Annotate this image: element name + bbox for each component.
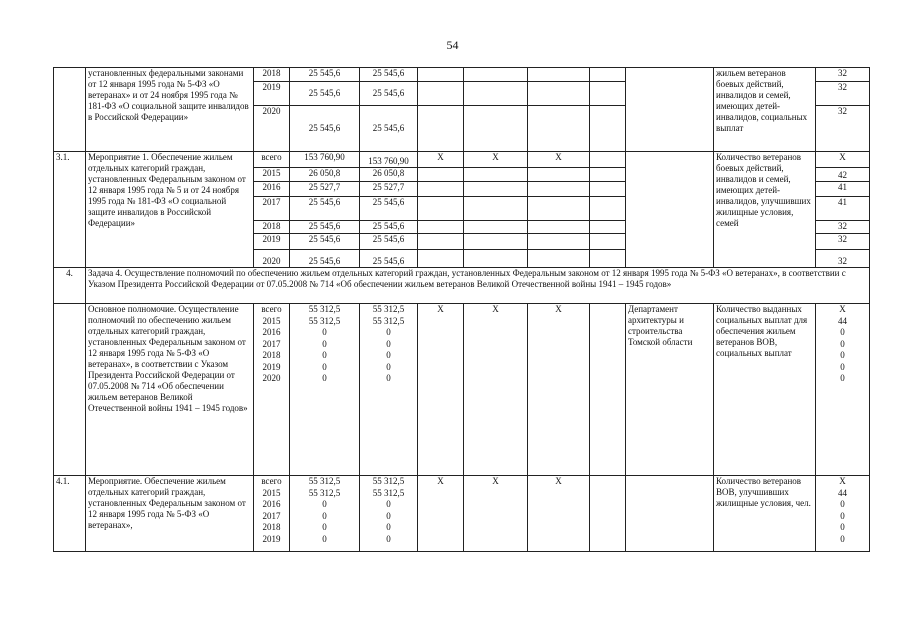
indicator-value: 32 — [816, 234, 870, 250]
total-cell: 25 545,6 — [290, 250, 360, 268]
x-mark: X — [418, 304, 464, 476]
indicator-value: 41 — [816, 182, 870, 197]
total-cell: 25 545,6 — [290, 197, 360, 221]
row-number: 4.1. — [54, 476, 86, 552]
federal-list: 55 312,5 55 312,5 0 0 0 0 — [360, 476, 418, 552]
federal-cell: 25 545,6 — [360, 82, 418, 106]
year-cell: 2018 — [254, 68, 290, 82]
indicator-value: 32 — [816, 221, 870, 234]
year-list: всего 2015 2016 2017 2018 2019 — [254, 476, 290, 552]
year-cell: 2015 — [254, 168, 290, 182]
indicator-value: 42 — [816, 168, 870, 182]
measure-name: Мероприятие 1. Обеспечение жильем отдельных категорий граждан, установленных Федеральным законом от 12 января 1995 года № 5 и от 24 ноября 1995 года № 181-ФЗ «О социальной защите инвалидов в Российской Федерации» — [86, 152, 254, 268]
responsible-cell — [626, 152, 714, 268]
federal-cell: 26 050,8 — [360, 168, 418, 182]
page-number: 54 — [446, 38, 459, 52]
table-row — [54, 68, 870, 82]
total-cell: 25 527,7 — [290, 182, 360, 197]
indicator-list: X 44 0 0 0 0 0 — [816, 304, 870, 476]
indicator-name: Количество ветеранов ВОВ, улучшивших жилищные условия, чел. — [714, 476, 816, 552]
task-title: Задача 4. Осуществление полномочий по обеспечению жильем отдельных категорий граждан, установленных Федеральным законом от 12 января 1995 года № 5-ФЗ «О ветеранах», в соответствии с Указом Президента Российской Федерации от 07.05.2008 № 714 «Об обеспечении жильем ветеранов Великой Отечественной войны 1941 – 1945 годов» — [86, 268, 870, 304]
federal-cell: 25 545,6 — [360, 221, 418, 234]
program-table — [53, 67, 870, 552]
year-cell: 2016 — [254, 182, 290, 197]
federal-cell: 25 545,6 — [360, 234, 418, 250]
indicator-value: 41 — [816, 197, 870, 221]
total-cell: 25 545,6 — [290, 106, 360, 152]
responsible-cell — [626, 476, 714, 552]
year-cell: 2018 — [254, 221, 290, 234]
indicator-name: жильем ветеранов боевых действий, инвалидов и семей, имеющих детей-инвалидов, социальных выплат — [714, 68, 816, 152]
total-cell: 26 050,8 — [290, 168, 360, 182]
total-cell: 25 545,6 — [290, 82, 360, 106]
indicator-value: X — [816, 152, 870, 168]
indicator-value: 32 — [816, 250, 870, 268]
federal-list: 55 312,5 55 312,5 0 0 0 0 0 — [360, 304, 418, 476]
measure-name: Основное полномочие. Осуществление полномочий по обеспечению жильем отдельных категорий граждан, установленных Федеральным законом от 12 января 1995 года № 5-ФЗ «О ветеранах», в соответствии с Указом Президента Российской Федерации от 07.05.2008 № 714 «Об обеспечении жильем ветеранов Великой Отечественной войны 1941 – 1945 годов» — [86, 304, 254, 476]
year-cell: 2020 — [254, 250, 290, 268]
x-mark: X — [464, 152, 528, 168]
responsible-cell: Департамент архитектуры и строительства Томской области — [626, 304, 714, 476]
federal-cell: 25 545,6 — [360, 106, 418, 152]
x-mark: X — [528, 152, 590, 168]
total-cell: 153 760,90 — [290, 152, 360, 168]
x-mark: X — [464, 304, 528, 476]
indicator-value: 32 — [816, 106, 870, 152]
year-cell: всего — [254, 152, 290, 168]
task-row — [54, 268, 870, 304]
total-list: 55 312,5 55 312,5 0 0 0 0 0 — [290, 304, 360, 476]
year-cell: 2017 — [254, 197, 290, 221]
responsible-cell — [626, 68, 714, 152]
year-cell: 2020 — [254, 106, 290, 152]
row-number: 3.1. — [54, 152, 86, 268]
measure-name: установленных федеральными законами от 12 января 1995 года № 5-ФЗ «О ветеранах» и от 24 ноября 1995 года № 181-ФЗ «О социальной защите инвалидов в Российской Федерации» — [86, 68, 254, 152]
indicator-name: Количество ветеранов боевых действий, инвалидов и семей, имеющих детей-инвалидов, улучшивших жилищные условия, семей — [714, 152, 816, 268]
table-row — [54, 304, 870, 476]
x-mark: X — [528, 304, 590, 476]
table-row — [54, 152, 870, 168]
table-row — [54, 476, 870, 552]
row-number — [54, 68, 86, 152]
x-mark: X — [464, 476, 528, 552]
x-mark: X — [528, 476, 590, 552]
total-list: 55 312,5 55 312,5 0 0 0 0 — [290, 476, 360, 552]
total-cell: 25 545,6 — [290, 221, 360, 234]
row-number: 4. — [54, 268, 86, 304]
total-cell: 25 545,6 — [290, 68, 360, 82]
indicator-list: X 44 0 0 0 0 — [816, 476, 870, 552]
indicator-value: 32 — [816, 68, 870, 82]
x-mark: X — [418, 152, 464, 168]
year-list: всего 2015 2016 2017 2018 2019 2020 — [254, 304, 290, 476]
indicator-value: 32 — [816, 82, 870, 106]
year-cell: 2019 — [254, 82, 290, 106]
federal-cell: 25 545,6 — [360, 68, 418, 82]
federal-cell: 25 545,6 — [360, 197, 418, 221]
federal-cell: 153 760,90 — [360, 152, 418, 168]
x-mark: X — [418, 476, 464, 552]
year-cell: 2019 — [254, 234, 290, 250]
row-number — [54, 304, 86, 476]
indicator-name: Количество выданных социальных выплат для обеспечения жильем ветеранов ВОВ, социальных выплат — [714, 304, 816, 476]
measure-name: Мероприятие. Обеспечение жильем отдельных категорий граждан, установленных Федеральным законом от 12 января 1995 года № 5-ФЗ «О ветеранах», — [86, 476, 254, 552]
federal-cell: 25 545,6 — [360, 250, 418, 268]
federal-cell: 25 527,7 — [360, 182, 418, 197]
total-cell: 25 545,6 — [290, 234, 360, 250]
